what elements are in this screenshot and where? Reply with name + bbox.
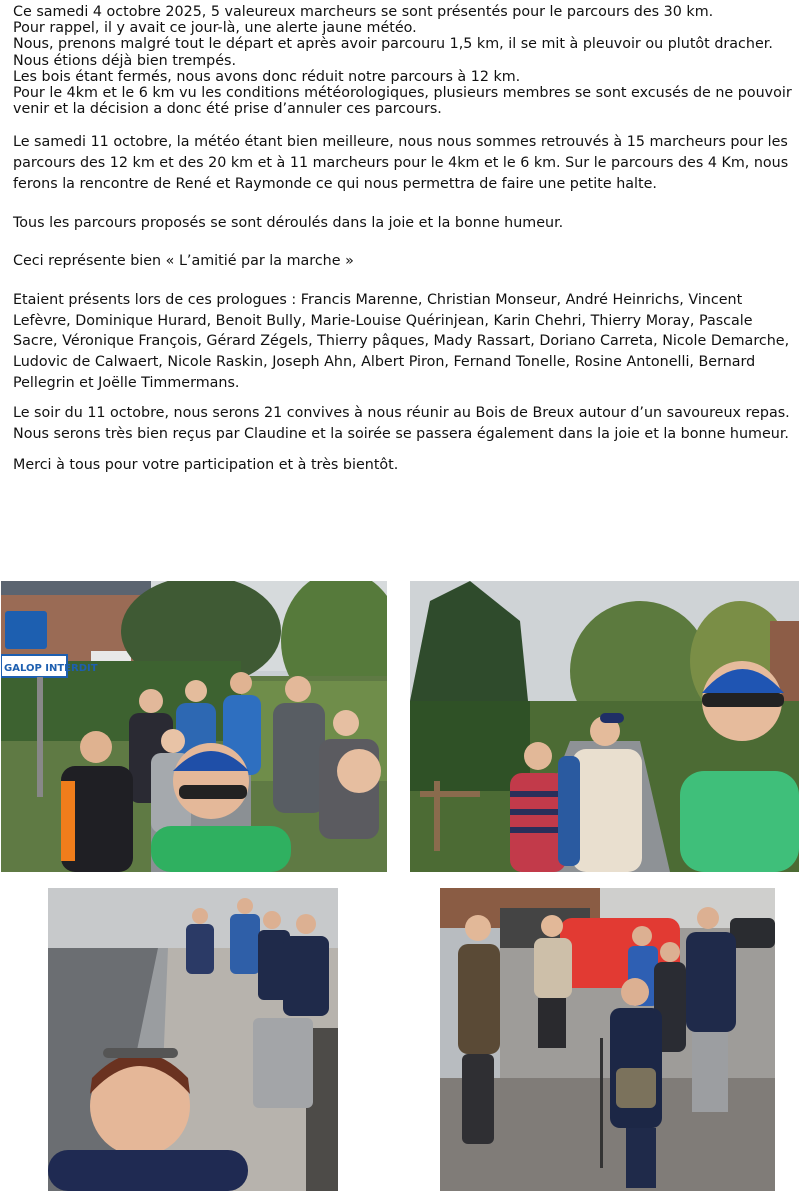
article-text [13,4,793,476]
paragraph-1-line-3: Nous, prenons malgré tout le départ et après avoir parcouru 1,5 km, il se mit à pleuvoir ou plutôt dracher. [13,36,773,53]
photo-3-image [48,888,338,1191]
photo-4-image [440,888,775,1191]
paragraph-3: Tous les parcours proposés se sont déroulés dans la joie et la bonne humeur. [13,214,564,231]
paragraph-1-line-2: Pour rappel, il y avait ce jour-là, une alerte jaune météo. [13,20,417,37]
photo-three-walkers [410,581,799,872]
paragraph-1-line-5: Les bois étant fermés, nous avons donc réduit notre parcours à 12 km. [13,68,521,85]
paragraph-6: Le soir du 11 octobre, nous serons 21 convives à nous réunir au Bois de Breux autour d’un savoureux repas. Nous serons très bien reçus par Claudine et la soirée se passera également dans la joie et la bonne humeur. [13,405,790,443]
paragraph-1-line-6: Pour le 4km et le 6 km vu les conditions météorologiques, plusieurs membres se sont excusés de ne pouvoir venir et la décision a donc été prise d’annuler ces parcours. [13,85,792,118]
photo-2-image [410,581,799,872]
sign-text: GALOP INTERDIT [4,663,98,674]
paragraph-5: Etaient présents lors de ces prologues : Francis Marenne, Christian Monseur, André Heinrichs, Vincent Lefèvre, Dominique Hurard, Benoit Bully, Marie-Louise Quérinjean, Karin Chehri, Thierry Moray, Pascale Sacre, Véronique François, Gérard Zégels, Thierry pâques, Mady Rassart, Doriano Carreta, Nicole Demarche, Ludovic de Calwaert, Nicole Raskin, Joseph Ahn, Albert Piron, Fernand Tonelle, Rosine Antonelli, Bernard Pellegrin et Joëlle Timmermans. [13,291,790,391]
paragraph-4: Ceci représente bien « L’amitié par la marche » [13,253,354,270]
photo-sidewalk-selfie [48,888,338,1191]
photo-1-image [1,581,387,872]
photo-group-selfie-sign [1,581,387,872]
photo-street-group [440,888,775,1191]
paragraph-2: Le samedi 11 octobre, la météo étant bien meilleure, nous nous sommes retrouvés à 15 marcheurs pour les parcours des 12 km et des 20 km et à 11 marcheurs pour le 4km et le 6 km. Sur le parcours des 4 Km, nous ferons la rencontre de René et Raymonde ce qui nous permettra de faire une petite halte. [13,134,789,192]
paragraph-1-line-1: Ce samedi 4 octobre 2025, 5 valeureux marcheurs se sont présentés pour le parcours des 30 km. [13,4,714,20]
paragraph-7: Merci à tous pour votre participation et à très bientôt. [13,456,399,473]
paragraph-1-line-4: Nous étions déjà bien trempés. [13,52,237,69]
